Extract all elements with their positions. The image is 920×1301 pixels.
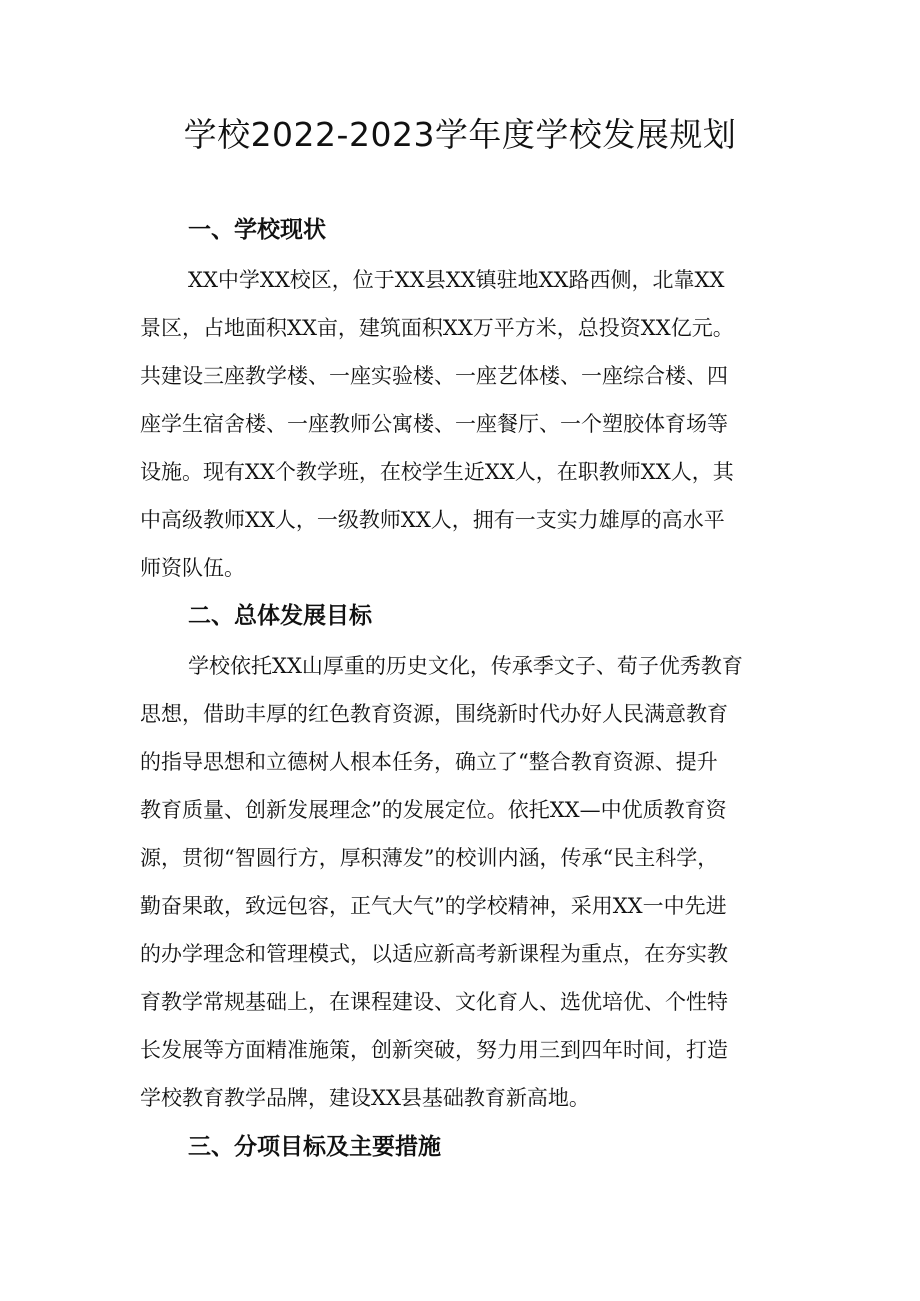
- paragraph-line: 教育质量、创新发展理念”的发展定位。依托XX—中优质教育资: [140, 798, 727, 822]
- section-heading-overall-goals: 二、总体发展目标: [188, 603, 372, 629]
- paragraph-line: 学校依托XX山厚重的历史文化，传承季文子、荀子优秀教育: [188, 654, 743, 678]
- paragraph-line: 勤奋果敢，致远包容，正气大气”的学校精神，采用XX一中先进: [140, 894, 727, 918]
- paragraph-line: 的办学理念和管理模式，以适应新高考新课程为重点，在夯实教: [140, 942, 728, 966]
- paragraph-line: 共建设三座教学楼、一座实验楼、一座艺体楼、一座综合楼、四: [140, 364, 728, 388]
- paragraph-line: 源，贯彻“智圆行方，厚积薄发”的校训内涵，传承“民主科学，: [140, 846, 719, 870]
- section-heading-current-status: 一、学校现状: [188, 217, 326, 243]
- paragraph-line: 育教学常规基础上，在课程建设、文化育人、选优培优、个性特: [140, 990, 728, 1014]
- section-heading-sub-goals-measures: 三、分项目标及主要措施: [188, 1134, 441, 1160]
- paragraph-line: 长发展等方面精准施策，创新突破，努力用三到四年时间，打造: [140, 1038, 728, 1062]
- paragraph-line: 设施。现有XX个教学班，在校学生近XX人，在职教师XX人，其: [140, 460, 734, 484]
- paragraph-line: 学校教育教学品牌，建设XX县基础教育新高地。: [140, 1086, 590, 1110]
- paragraph-overall-goals: [140, 642, 800, 1122]
- paragraph-line: 师资队伍。: [140, 556, 245, 580]
- paragraph-line: 思想，借助丰厚的红色教育资源，围绕新时代办好人民满意教育: [140, 702, 728, 726]
- paragraph-line: 中高级教师XX人，一级教师XX人，拥有一支实力雄厚的高水平: [140, 508, 725, 532]
- document-title: 学校2022-2023学年度学校发展规划: [183, 115, 737, 154]
- paragraph-current-status: [140, 256, 800, 592]
- paragraph-line: XX中学XX校区，位于XX县XX镇驻地XX路西侧，北靠XX: [188, 268, 725, 292]
- paragraph-line: 座学生宿舍楼、一座教师公寓楼、一座餐厅、一个塑胶体育场等: [140, 412, 728, 436]
- paragraph-line: 景区，占地面积XX亩，建筑面积XX万平方米，总投资XX亿元。: [140, 316, 734, 340]
- paragraph-line: 的指导思想和立德树人根本任务，确立了“整合教育资源、提升: [140, 750, 718, 774]
